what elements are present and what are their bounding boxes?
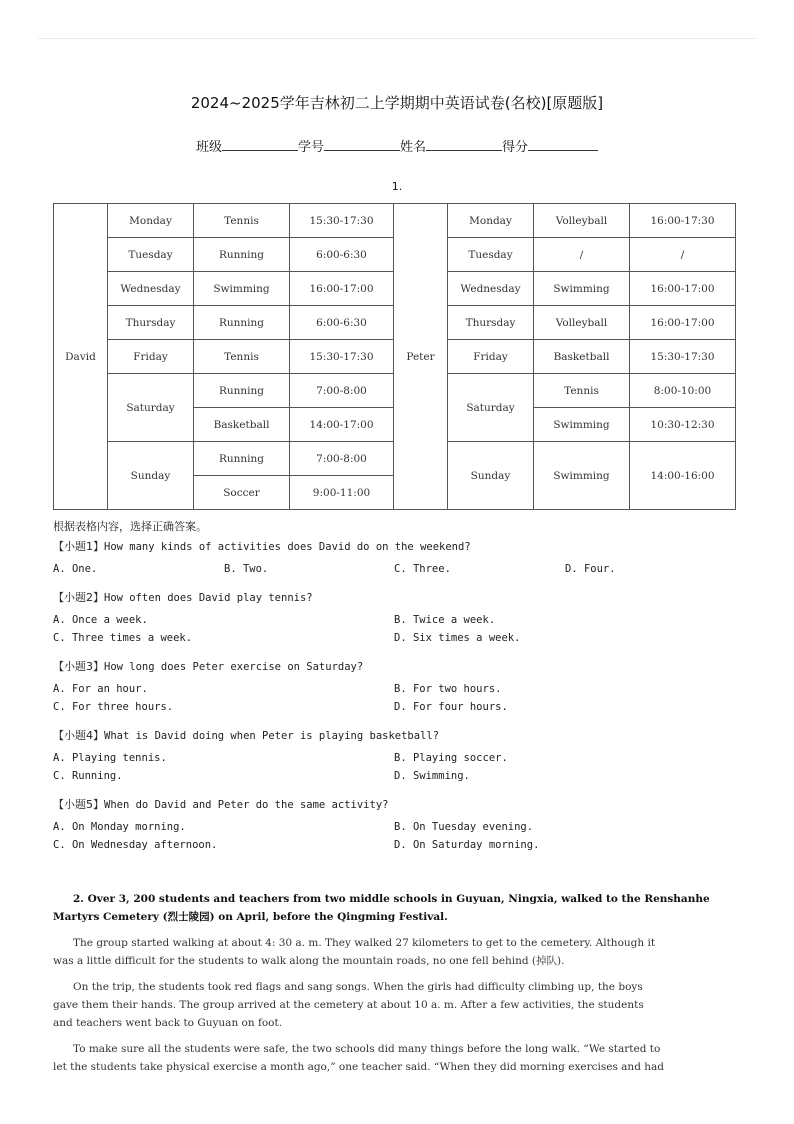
david-activity-cell: Running xyxy=(194,442,290,476)
subquestion-text: How often does David play tennis? xyxy=(104,592,313,604)
subquestion-label: 【小题3】 xyxy=(53,660,104,673)
peter-time-cell: 16:00-17:00 xyxy=(630,272,736,306)
class-label: 班级 xyxy=(195,140,222,155)
david-activity-cell: Swimming xyxy=(194,272,290,306)
schedule-table xyxy=(53,203,736,510)
option-c[interactable]: C. Running. xyxy=(53,770,123,782)
subquestion-1 xyxy=(53,538,471,554)
david-activity-cell: Running xyxy=(194,238,290,272)
option-a[interactable]: A. One. xyxy=(53,563,98,575)
paragraph-line: let the students take physical exercise a month ago,” one teacher said. “When they did morning exercises and had xyxy=(53,1061,664,1073)
peter-activity-cell: Tennis xyxy=(534,374,630,408)
peter-time-cell: 10:30-12:30 xyxy=(630,408,736,442)
option-c[interactable]: C. For three hours. xyxy=(53,701,174,713)
page-title: 2024~2025学年吉林初二上学期期中英语试卷(名校)[原题版] xyxy=(190,94,604,112)
peter-name-cell: Peter xyxy=(394,204,448,510)
question-1-number: 1. xyxy=(391,180,403,193)
score-label: 得分 xyxy=(502,140,529,155)
passage-paragraph-1 xyxy=(53,934,743,970)
david-day-cell: Friday xyxy=(108,340,194,374)
subquestion-text: How many kinds of activities does David do on the weekend? xyxy=(104,541,471,553)
subquestion-label: 【小题2】 xyxy=(53,591,104,604)
peter-time-cell: 16:00-17:00 xyxy=(630,306,736,340)
david-activity-cell: Tennis xyxy=(194,340,290,374)
subquestion-label: 【小题1】 xyxy=(53,540,104,553)
option-d[interactable]: D. Six times a week. xyxy=(394,632,521,644)
option-b[interactable]: B. On Tuesday evening. xyxy=(394,821,534,833)
peter-activity-cell: Swimming xyxy=(534,272,630,306)
paragraph-line: and teachers went back to Guyuan on foot. xyxy=(53,1017,283,1029)
david-time-cell: 6:00-6:30 xyxy=(290,238,394,272)
peter-time-cell: 15:30-17:30 xyxy=(630,340,736,374)
david-time-cell: 16:00-17:00 xyxy=(290,272,394,306)
paragraph-line: On the trip, the students took red flags and sang songs. When the girls had difficulty climbing up, the boys xyxy=(73,981,643,993)
name-blank[interactable] xyxy=(426,138,502,151)
subquestion-label: 【小题5】 xyxy=(53,798,104,811)
option-c[interactable]: C. Three times a week. xyxy=(53,632,193,644)
paragraph-line: gave them their hands. The group arrived at the cemetery at about 10 a. m. After a few activities, the students xyxy=(53,999,644,1011)
david-activity-cell: Tennis xyxy=(194,204,290,238)
heading-line: 2. Over 3, 200 students and teachers from two middle schools in Guyuan, Ningxia, walked to the Renshanhe xyxy=(73,893,710,905)
david-activity-cell: Basketball xyxy=(194,408,290,442)
option-a[interactable]: A. Once a week. xyxy=(53,614,148,626)
paragraph-line: was a little difficult for the students to walk along the mountain roads, no one fell behind (掉队). xyxy=(53,955,565,967)
score-blank[interactable] xyxy=(528,138,598,151)
peter-day-cell: Saturday xyxy=(448,374,534,442)
option-d[interactable]: D. On Saturday morning. xyxy=(394,839,540,851)
option-d[interactable]: D. Four. xyxy=(565,563,616,575)
david-day-cell: Tuesday xyxy=(108,238,194,272)
subquestion-text: What is David doing when Peter is playing basketball? xyxy=(104,730,440,742)
david-time-cell: 7:00-8:00 xyxy=(290,374,394,408)
option-a[interactable]: A. Playing tennis. xyxy=(53,752,167,764)
student-info-line xyxy=(0,136,794,155)
subquestion-5 xyxy=(53,796,388,812)
table-row xyxy=(54,204,736,238)
david-time-cell: 7:00-8:00 xyxy=(290,442,394,476)
david-activity-cell: Running xyxy=(194,374,290,408)
subquestion-text: When do David and Peter do the same activity? xyxy=(104,799,389,811)
option-b[interactable]: B. Two. xyxy=(224,563,269,575)
peter-time-cell: 8:00-10:00 xyxy=(630,374,736,408)
peter-activity-cell: Volleyball xyxy=(534,204,630,238)
question-2-heading xyxy=(53,890,743,926)
option-b[interactable]: B. Twice a week. xyxy=(394,614,496,626)
peter-day-cell: Monday xyxy=(448,204,534,238)
subquestion-text: How long does Peter exercise on Saturday? xyxy=(104,661,364,673)
passage-paragraph-2 xyxy=(53,978,743,1032)
peter-time-cell: / xyxy=(630,238,736,272)
david-day-cell: Wednesday xyxy=(108,272,194,306)
peter-day-cell: Sunday xyxy=(448,442,534,510)
subquestion-3 xyxy=(53,658,363,674)
peter-day-cell: Thursday xyxy=(448,306,534,340)
instruction-text: 根据表格内容，选择正确答案。 xyxy=(53,520,207,533)
peter-activity-cell: Volleyball xyxy=(534,306,630,340)
peter-day-cell: Tuesday xyxy=(448,238,534,272)
option-a[interactable]: A. For an hour. xyxy=(53,683,148,695)
option-a[interactable]: A. On Monday morning. xyxy=(53,821,186,833)
david-time-cell: 14:00-17:00 xyxy=(290,408,394,442)
david-day-cell: Monday xyxy=(108,204,194,238)
peter-day-cell: Friday xyxy=(448,340,534,374)
subquestion-4 xyxy=(53,727,439,743)
heading-line: Martyrs Cemetery (烈士陵园) on April, before the Qingming Festival. xyxy=(53,911,448,923)
peter-activity-cell: Basketball xyxy=(534,340,630,374)
option-c[interactable]: C. On Wednesday afternoon. xyxy=(53,839,218,851)
option-c[interactable]: C. Three. xyxy=(394,563,451,575)
peter-time-cell: 14:00-16:00 xyxy=(630,442,736,510)
option-b[interactable]: B. Playing soccer. xyxy=(394,752,508,764)
david-time-cell: 6:00-6:30 xyxy=(290,306,394,340)
paragraph-line: To make sure all the students were safe, the two schools did many things before the long walk. “We started to xyxy=(73,1043,661,1055)
option-d[interactable]: D. Swimming. xyxy=(394,770,470,782)
david-time-cell: 15:30-17:30 xyxy=(290,340,394,374)
top-divider xyxy=(38,38,756,39)
class-blank[interactable] xyxy=(222,138,298,151)
subquestion-label: 【小题4】 xyxy=(53,729,104,742)
peter-time-cell: 16:00-17:30 xyxy=(630,204,736,238)
subquestion-2 xyxy=(53,589,313,605)
david-time-cell: 15:30-17:30 xyxy=(290,204,394,238)
passage-paragraph-3 xyxy=(53,1040,743,1076)
name-label: 姓名 xyxy=(400,140,427,155)
david-time-cell: 9:00-11:00 xyxy=(290,476,394,510)
peter-day-cell: Wednesday xyxy=(448,272,534,306)
option-d[interactable]: D. For four hours. xyxy=(394,701,508,713)
david-day-cell: Sunday xyxy=(108,442,194,510)
peter-activity-cell: / xyxy=(534,238,630,272)
peter-activity-cell: Swimming xyxy=(534,408,630,442)
david-activity-cell: Soccer xyxy=(194,476,290,510)
david-activity-cell: Running xyxy=(194,306,290,340)
paragraph-line: The group started walking at about 4: 30 a. m. They walked 27 kilometers to get to the cemetery. Although it xyxy=(73,937,656,949)
option-b[interactable]: B. For two hours. xyxy=(394,683,502,695)
student-number-blank[interactable] xyxy=(324,138,400,151)
peter-activity-cell: Swimming xyxy=(534,442,630,510)
david-day-cell: Saturday xyxy=(108,374,194,442)
david-day-cell: Thursday xyxy=(108,306,194,340)
student-number-label: 学号 xyxy=(297,140,324,155)
david-name-cell: David xyxy=(54,204,108,510)
